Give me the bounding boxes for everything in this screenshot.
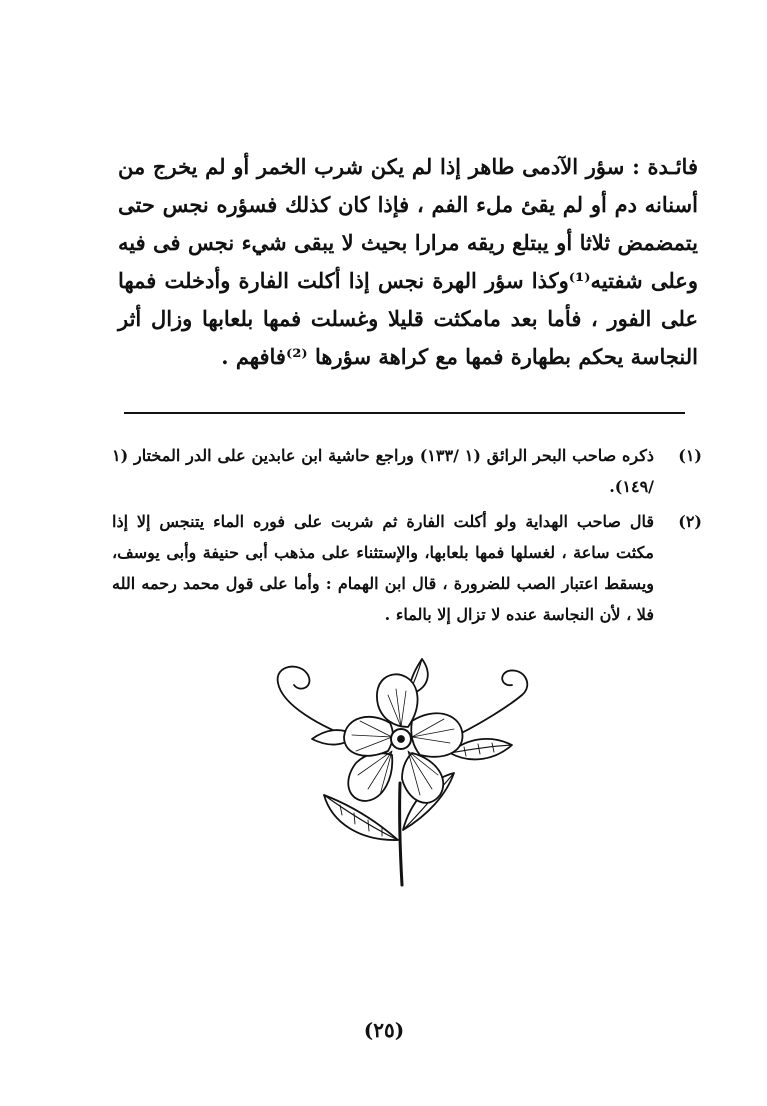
footnote-text: ذكره صاحب البحر الرائق (١ /١٣٣) وراجع حاشية ابن عابدين على الدر المختار (١ /١٤٩).	[112, 446, 654, 496]
petal-lower-right	[402, 753, 443, 803]
footnote-number: (٢)	[678, 512, 702, 531]
paragraph-lead: فائـدة :	[632, 154, 698, 179]
page-number: (٢٥)	[363, 1018, 405, 1042]
footnote-item	[112, 506, 702, 630]
main-paragraph	[118, 148, 698, 376]
footnote-number: (١)	[678, 446, 702, 465]
left-leaf	[324, 795, 398, 840]
footnote-item	[112, 440, 702, 502]
footnote-text: قال صاحب الهداية ولو أكلت الفارة ثم شربت على فوره الماء يتنجس إلا إذا مكثت ساعة ، لغسلها فمها بلعابها، والإستثناء على مذهب أبى حنيفة وأبى يوسف، ويسقط اعتبار الصب للضرورة ، قال ابن الهمام : وأما على قول محمد رحمه الله فلا ، لأن النجاسة عنده لا تزال إلا بالماء .	[112, 512, 655, 624]
flower-ornament-icon	[260, 655, 540, 895]
petal-lower-left	[348, 753, 392, 801]
paragraph-body: سؤر الآدمى طاهر إذا لم يكن شرب الخمر أو لم يخرج من أسنانه دم أو لم يقئ ملء الفم ، فإذا كان كذلك فسؤره نجس حتى يتمضمض ثلاثا أو يبتلع ريقه مرارا بحيث لا يبقى شيء نجس فى فيه وعلى شفتيه⁽¹⁾وكذا سؤر الهرة نجس إذا أكلت الفارة وأدخلت فمها على الفور ، فأما بعد مامكثت قليلا وغسلت فمها بلعابها وزال أثر النجاسة يحكم بطهارة فمها مع كراهة سؤرها ⁽²⁾فافهم .	[118, 154, 698, 369]
flower-ornament-graphic	[260, 655, 540, 895]
petal-right	[411, 713, 462, 756]
footnote-divider	[124, 412, 685, 414]
flower-stem	[400, 783, 402, 885]
footnotes	[112, 440, 702, 634]
